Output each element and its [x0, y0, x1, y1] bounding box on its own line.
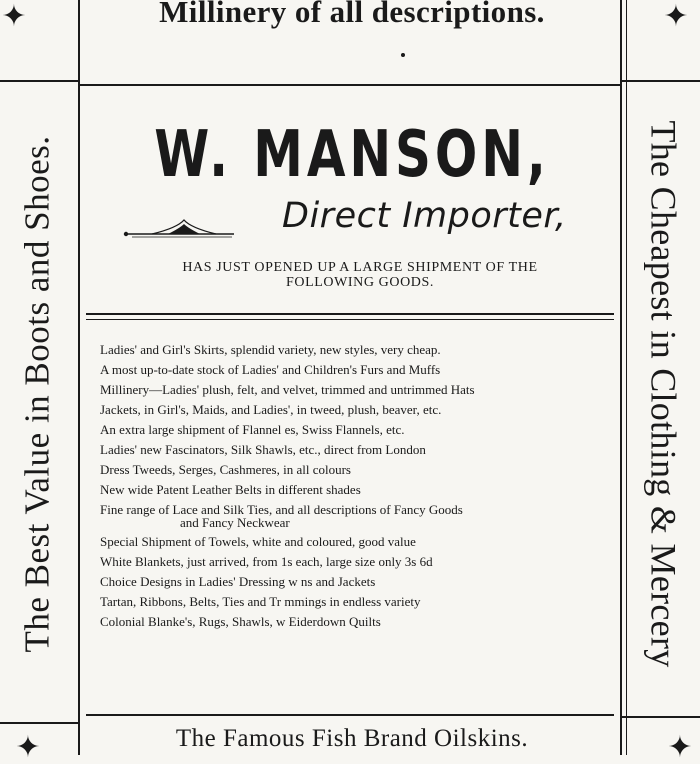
announcement-line: FOLLOWING GOODS. — [285, 275, 435, 290]
list-item: Millinery—Ladies' plush, felt, and velvet, trimmed and untrimmed Hats — [100, 382, 475, 397]
side-left-text: The Best Value in Boots and Shoes. — [17, 135, 57, 653]
list-item: Ladies' new Fascinators, Silk Shawls, etc., direct from London — [100, 442, 426, 457]
list-item-text: Fine range of Lace and Silk Ties, and all descriptions of Fancy Goods — [100, 502, 463, 517]
top-rule-left — [0, 80, 80, 82]
subtitle: Direct Importer, — [282, 196, 567, 236]
decorative-dot — [401, 53, 405, 57]
list-item: Dress Tweeds, Serges, Cashmeres, in all colours — [100, 462, 351, 477]
list-item: Choice Designs in Ladies' Dressing w ns and Jackets — [100, 574, 376, 589]
side-right-text: The Cheapest in Clothing & Mercery — [644, 120, 685, 668]
side-left-panel — [4, 84, 70, 704]
right-border-line-inner — [626, 0, 627, 755]
bottom-rule-left — [0, 722, 80, 724]
subtitle-block — [122, 196, 602, 246]
star-ornament-icon: ✦ — [663, 0, 689, 33]
list-item: Jackets, in Girl's, Maids, and Ladies', in tweed, plush, beaver, etc. — [100, 402, 442, 417]
list-item: Colonial Blanke's, Rugs, Shawls, w Eiderdown Quilts — [100, 614, 381, 629]
brand-name: W. MANSON, — [154, 118, 550, 192]
list-item: A most up-to-date stock of Ladies' and Children's Furs and Muffs — [100, 362, 441, 377]
announcement-line: HAS JUST OPENED UP A LARGE SHIPMENT OF THE — [182, 260, 538, 275]
star-ornament-icon: ✦ — [667, 731, 693, 764]
bottom-rule-center — [86, 714, 614, 716]
top-rule-center — [80, 84, 620, 86]
list-item: Special Shipment of Towels, white and coloured, good value — [100, 534, 416, 549]
bottom-rule-right — [622, 716, 700, 718]
list-item-continuation: and Fancy Neckwear — [180, 515, 290, 530]
side-right-panel — [628, 84, 700, 704]
list-item: Ladies' and Girl's Skirts, splendid variety, new styles, very cheap. — [100, 342, 441, 357]
list-item: White Blankets, just arrived, from 1s each, large size only 3s 6d — [100, 554, 433, 569]
list-item-multiline — [100, 500, 620, 530]
star-ornament-icon: ✦ — [1, 0, 27, 33]
flourish-icon — [122, 214, 242, 244]
top-heading: Millinery of all descriptions. — [159, 0, 545, 29]
top-rule-right — [622, 80, 700, 82]
goods-list — [100, 340, 620, 632]
right-border-line — [620, 0, 622, 755]
bottom-heading: The Famous Fish Brand Oilskins. — [175, 725, 529, 752]
left-border-line — [78, 0, 80, 755]
list-item: New wide Patent Leather Belts in different shades — [100, 482, 361, 497]
mid-rule-2 — [86, 319, 614, 320]
star-ornament-icon: ✦ — [15, 731, 41, 764]
announcement — [110, 260, 610, 290]
mid-rule-1 — [86, 313, 614, 315]
list-item: Tartan, Ribbons, Belts, Ties and Tr mmings in endless variety — [100, 594, 421, 609]
list-item: An extra large shipment of Flannel es, Swiss Flannels, etc. — [100, 422, 405, 437]
